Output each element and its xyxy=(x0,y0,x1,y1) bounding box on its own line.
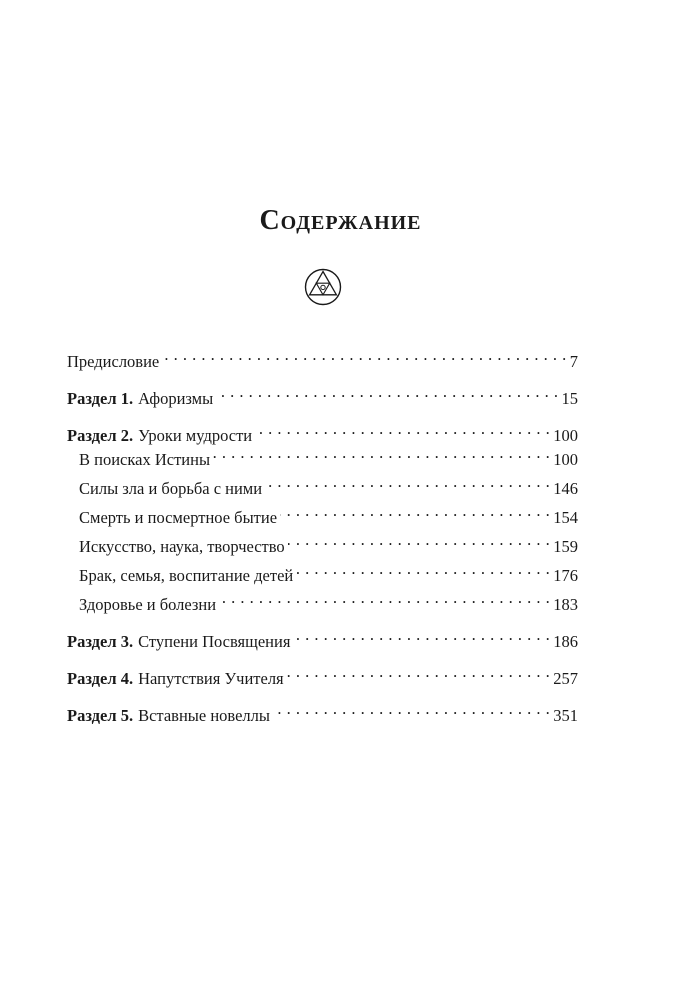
toc-entry[interactable] xyxy=(67,499,578,527)
toc-entry[interactable] xyxy=(67,380,578,408)
toc-entry-page-number: 186 xyxy=(553,632,578,651)
toc-entry-title: Предисловие xyxy=(67,352,160,371)
toc-entry-page-number: 146 xyxy=(553,479,578,498)
toc-entry[interactable] xyxy=(67,697,578,725)
toc-entry[interactable] xyxy=(67,343,578,371)
toc-entry-title: Брак, семья, воспитание детей xyxy=(79,566,294,585)
toc-entry[interactable] xyxy=(67,417,578,445)
page-title: Содержание xyxy=(259,205,422,236)
table-of-contents xyxy=(67,343,578,725)
toc-dot-leader xyxy=(273,697,550,721)
toc-entry-title: Искусство, наука, творчество xyxy=(79,537,285,556)
toc-dot-leader xyxy=(280,499,550,523)
toc-entry-section: Раздел 5. xyxy=(67,706,134,725)
toc-dot-leader xyxy=(216,380,558,404)
toc-entry-title: Афоризмы xyxy=(138,389,214,408)
toc-entry[interactable] xyxy=(67,557,578,585)
toc-entry-title: Силы зла и борьба с ними xyxy=(79,479,263,498)
toc-entry[interactable] xyxy=(67,586,578,614)
toc-entry-title: Вставные новеллы xyxy=(138,706,270,725)
toc-dot-leader xyxy=(265,470,550,494)
toc-entry-page-number: 351 xyxy=(553,706,578,725)
toc-entry-page-number: 7 xyxy=(569,352,578,371)
toc-dot-leader xyxy=(213,441,550,465)
toc-entry-page-number: 154 xyxy=(553,508,578,527)
toc-entry-page-number: 183 xyxy=(553,595,578,614)
toc-entry-title: Смерть и посмертное бытие xyxy=(79,508,278,527)
toc-dot-leader xyxy=(296,557,550,581)
toc-entry[interactable] xyxy=(67,623,578,651)
toc-entry[interactable] xyxy=(67,660,578,688)
toc-entry-title: Здоровье и болезни xyxy=(79,595,217,614)
toc-dot-leader xyxy=(293,623,550,647)
toc-entry-title: Напутствия Учителя xyxy=(138,669,284,688)
toc-entry-page-number: 15 xyxy=(561,389,578,408)
toc-entry-page-number: 159 xyxy=(553,537,578,556)
toc-entry-title: Ступени Посвящения xyxy=(138,632,291,651)
toc-dot-leader xyxy=(255,417,550,441)
toc-entry[interactable] xyxy=(67,528,578,556)
toc-entry-section: Раздел 2. xyxy=(67,426,134,445)
toc-entry-section: Раздел 1. xyxy=(67,389,134,408)
toc-dot-leader xyxy=(219,586,550,610)
toc-dot-leader xyxy=(162,343,567,367)
toc-entry-section: Раздел 3. xyxy=(67,632,134,651)
toc-dot-leader xyxy=(288,528,551,552)
toc-entry-page-number: 100 xyxy=(553,450,578,469)
toc-dot-leader xyxy=(287,660,551,684)
triangle-in-circle-icon xyxy=(304,268,342,306)
toc-entry-title: В поисках Истины xyxy=(79,450,211,469)
toc-entry[interactable] xyxy=(67,470,578,498)
toc-entry-section: Раздел 4. xyxy=(67,669,134,688)
toc-entry-page-number: 257 xyxy=(553,669,578,688)
toc-entry-title: Уроки мудрости xyxy=(138,426,253,445)
toc-entry-page-number: 100 xyxy=(553,426,578,445)
toc-entry-page-number: 176 xyxy=(553,566,578,585)
